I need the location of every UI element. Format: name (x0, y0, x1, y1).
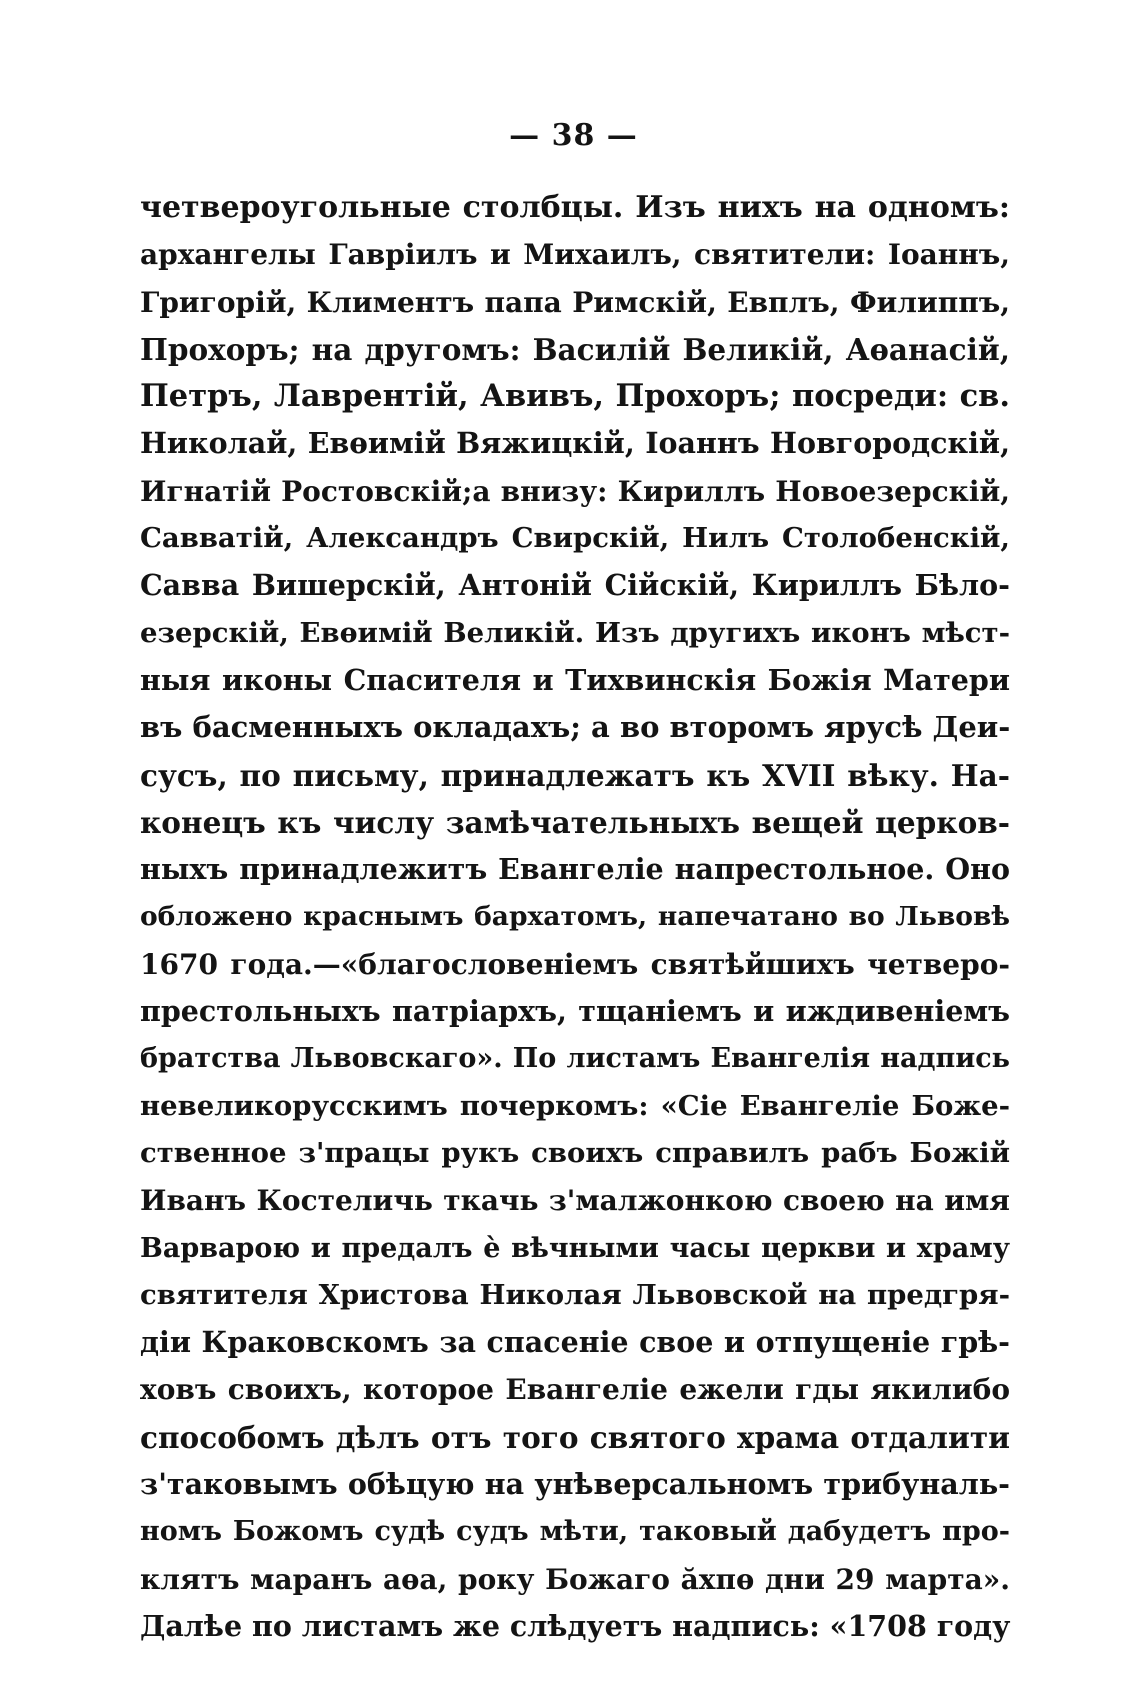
text-line: 1670 года.—«благословенiемъ святѣйшихъ четверо- (140, 947, 1010, 981)
text-line: ственное з'працы рукъ своихъ справилъ рабъ Божiй (140, 1136, 1010, 1169)
text-line: обложено краснымъ бархатомъ, напечатано во Львовѣ (140, 901, 1010, 933)
text-line: ныя иконы Спасителя и Тихвинскiя Божiя Матери (140, 662, 1010, 697)
text-line: Николай, Евѳимiй Вяжицкiй, Iоаннъ Новгородскiй, (140, 426, 1010, 461)
text-line: Игнатiй Ростовскiй;а внизу: Кириллъ Новоезерскiй, (140, 474, 1010, 508)
text-line: Савватiй, Александръ Свирскiй, Нилъ Столобенскiй, (140, 522, 1010, 555)
text-line: архангелы Гаврiилъ и Михаилъ, святители: Iоаннъ, (140, 238, 1010, 272)
text-line: конецъ къ числу замѣчательныхъ вещей церков- (140, 804, 1010, 840)
text-line: четвероугольные столбцы. Изъ нихъ на одномъ: (140, 190, 1010, 225)
text-line: ныхъ принадлежитъ Евангелiе напрестольное. Оно (140, 852, 1010, 887)
text-line: Петръ, Лаврентiй, Авивъ, Прохоръ; посреди: св. (140, 378, 1010, 415)
text-line: Григорiй, Климентъ папа Римскiй, Евплъ, Филиппъ, (140, 285, 1010, 319)
text-line: престольныхъ патрiархъ, тщанiемъ и иждивенiемъ (140, 994, 1010, 1029)
text-line: братства Львовскаго». По листамъ Евангелiя надпись (140, 1043, 1010, 1075)
text-line: Далѣе по листамъ же слѣдуетъ надпись: «1708 году (140, 1608, 1011, 1643)
text-line: способомъ дѣлъ отъ того святого храма отдалити (140, 1419, 1010, 1455)
text-line: номъ Божомъ судѣ судъ мѣти, таковый дабудетъ про- (140, 1516, 1010, 1548)
text-line: невеликорусскимъ почеркомъ: «Сiе Евангелiе Боже- (140, 1089, 1010, 1122)
text-line: въ басменныхъ окладахъ; а во второмъ ярусѣ Деи- (140, 710, 1011, 745)
text-line: клятъ маранъ аѳа, року Божаго ӑхпѳ дни 29 марта». (140, 1562, 1010, 1596)
text-line: дiи Краковскомъ за спасенiе свое и отпущенiе грѣ- (140, 1325, 1010, 1360)
text-line: з'таковымъ обѣцую на унѣверсальномъ трибуналь- (140, 1467, 1010, 1502)
text-line: езерскiй, Евѳимiй Великiй. Изъ другихъ иконъ мѣст- (140, 616, 1010, 649)
text-line: сусъ, по письму, принадлежатъ къ XVII вѣку. На- (140, 757, 1010, 793)
text-line: Иванъ Костеличь ткачь з'малжонкою своею на имя (140, 1184, 1010, 1218)
text-line: святителя Христова Николая Львовской на предгря- (140, 1278, 1010, 1311)
text-line: Варварою и предалъ ѐ вѣчными часы церкви и храму (140, 1232, 1010, 1264)
page-number: — 38 — (509, 118, 638, 153)
text-line: ховъ своихъ, которое Евангелiе ежели гды якилибо (140, 1373, 1010, 1407)
text-line: Савва Вишерскiй, Антонiй Сiйскiй, Кириллъ Бѣло- (140, 568, 1010, 603)
body-text (140, 184, 1010, 1650)
text-line: Прохоръ; на другомъ: Василiй Великiй, Аѳанасiй, (140, 331, 1010, 367)
